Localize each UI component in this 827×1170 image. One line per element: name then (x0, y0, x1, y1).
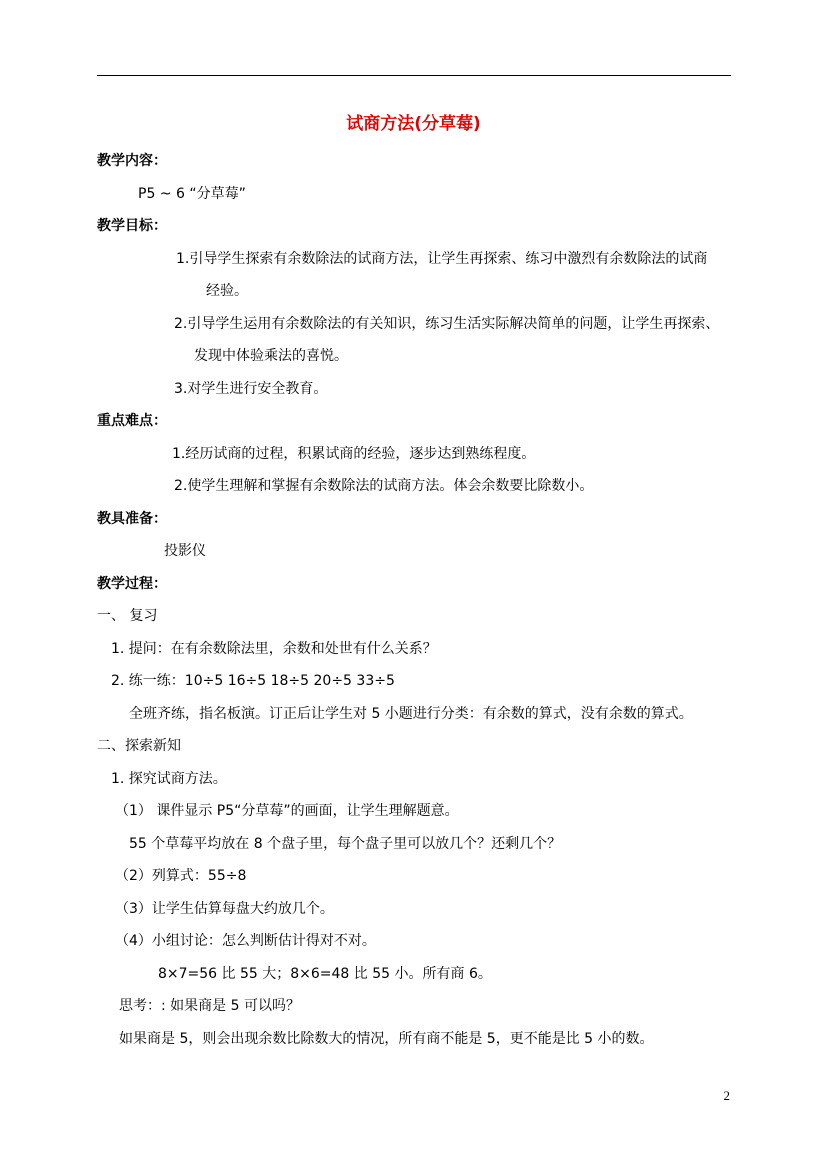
content-heading: 教学内容： (97, 153, 167, 169)
step-1: （1） 课件显示 P5“分草莓”的画面，让学生理解题意。 (115, 803, 459, 819)
goal-3: 3.对学生进行安全教育。 (174, 381, 328, 397)
review-item-3: 全班齐练，指名板演。订正后让学生对 5 小题进行分类：有余数的算式，没有余数的算式。 (129, 706, 693, 722)
key-point-2: 2.使学生理解和掌握有余数除法的试商方法。体会余数要比除数小。 (174, 478, 594, 494)
tools-text: 投影仪 (164, 543, 206, 559)
header-rule (97, 75, 731, 76)
review-heading: 一、 复习 (97, 608, 158, 624)
page-number: 2 (723, 1088, 730, 1103)
review-item-2: 2. 练一练：10÷5 16÷5 18÷5 20÷5 33÷5 (111, 673, 395, 689)
step-3: （3）让学生估算每盘大约放几个。 (115, 901, 334, 917)
step-4: （4）小组讨论：怎么判断估计得对不对。 (115, 933, 376, 949)
explore-item-1: 1. 探究试商方法。 (111, 771, 227, 787)
key-points-heading: 重点难点： (97, 413, 167, 429)
explore-heading: 二、探索新知 (97, 738, 181, 754)
page-title: 试商方法(分草莓) (346, 114, 481, 134)
process-heading: 教学过程： (97, 576, 167, 592)
tools-heading: 教具准备： (97, 511, 167, 527)
step-4-text: 8×7=56 比 55 大；8×6=48 比 55 小。所有商 6。 (158, 966, 492, 982)
goal-1-line-1: 1.引导学生探索有余数除法的试商方法，让学生再探索、练习中激烈有余数除法的试商 (176, 251, 708, 267)
review-item-1: 1. 提问：在有余数除法里，余数和处世有什么关系？ (111, 641, 437, 657)
goal-1-line-2: 经验。 (206, 283, 248, 299)
key-point-1: 1.经历试商的过程，积累试商的经验，逐步达到熟练程度。 (172, 446, 536, 462)
content-text: P5 ~ 6 “分草莓” (138, 186, 246, 202)
step-2: （2）列算式：55÷8 (115, 868, 247, 884)
goal-2-line-2: 发现中体验乘法的喜悦。 (194, 348, 348, 364)
think-answer: 如果商是 5，则会出现余数比除数大的情况，所有商不能是 5，更不能是比 5 小的数。 (119, 1031, 654, 1047)
goals-heading: 教学目标： (97, 218, 167, 234)
step-1-text: 55 个草莓平均放在 8 个盘子里，每个盘子里可以放几个？还剩几个？ (129, 836, 562, 852)
goal-2-line-1: 2.引导学生运用有余数除法的有关知识，练习生活实际解决简单的问题，让学生再探索、 (174, 316, 720, 332)
think-question: 思考：: 如果商是 5 可以吗？ (119, 998, 300, 1014)
